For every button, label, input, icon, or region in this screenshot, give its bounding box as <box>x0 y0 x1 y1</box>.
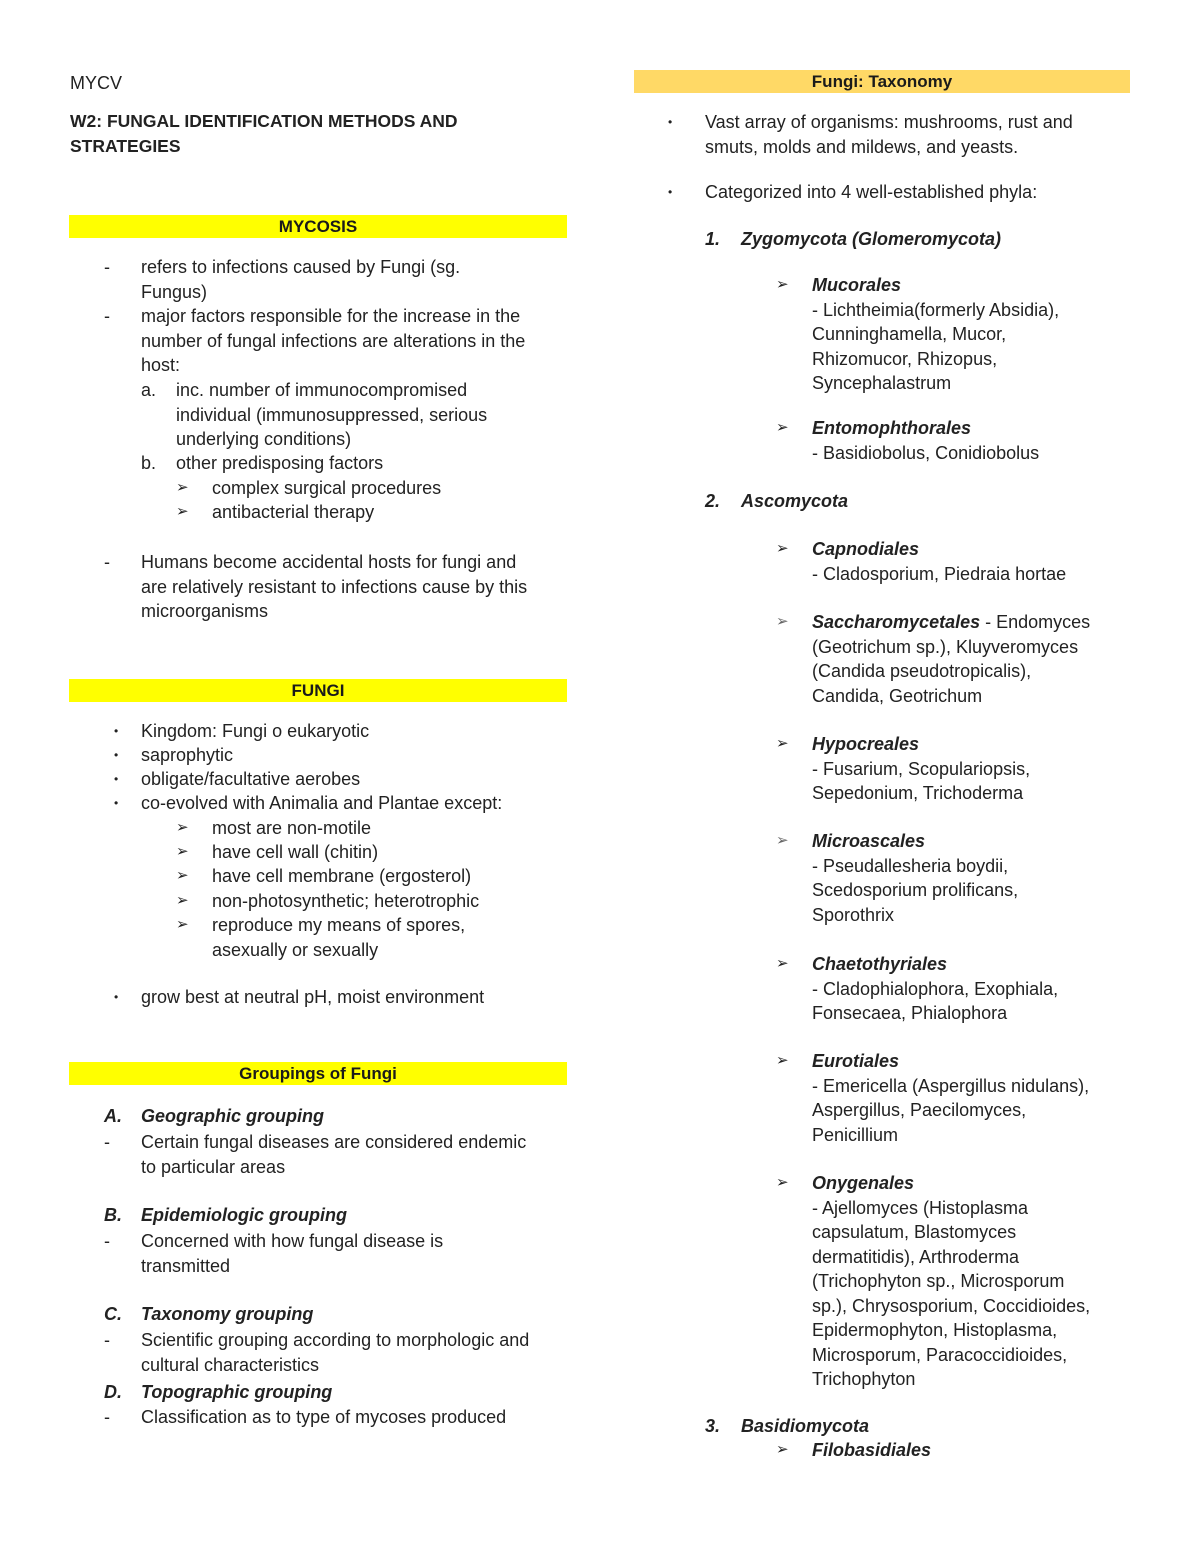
text-line: (Trichophyton sp., Microsporum <box>812 1271 1065 1291</box>
item-text: have cell wall (chitin) <box>212 842 379 862</box>
arrow-bullet-icon: ➢ <box>176 503 189 520</box>
text-line: host: <box>141 355 181 375</box>
item-text: Epidemiologic grouping <box>141 1205 347 1225</box>
list-item <box>114 791 564 816</box>
item-text <box>212 913 566 962</box>
list-item <box>176 913 566 962</box>
item-text: saprophytic <box>141 745 234 765</box>
item-text <box>141 550 564 624</box>
item-text: Topographic grouping <box>141 1382 333 1402</box>
list-item <box>176 816 566 841</box>
text-line: Fungus) <box>141 281 208 302</box>
bullet-icon: • <box>114 724 119 738</box>
list-item <box>104 550 564 624</box>
item-text <box>141 1229 564 1278</box>
list-item <box>114 767 564 792</box>
arrow-bullet-icon: ➢ <box>776 419 789 436</box>
dash-marker: - <box>104 1132 110 1152</box>
item-text <box>812 1171 1126 1392</box>
text-line: individual (immunosuppressed, serious <box>176 404 488 425</box>
arrow-bullet-icon: ➢ <box>176 843 189 860</box>
item-text <box>812 952 1126 1026</box>
letter-marker: a. <box>141 380 157 400</box>
order-item <box>776 1049 1126 1147</box>
bullet-icon: • <box>114 796 119 810</box>
text-line: Epidermophyton, Histoplasma, <box>812 1320 1058 1340</box>
grouping-title <box>104 1203 564 1228</box>
text-line: - Ajellomyces (Histoplasma <box>812 1197 1029 1218</box>
bullet-icon: • <box>114 990 119 1004</box>
dash-marker: - <box>104 257 110 277</box>
item-text <box>141 1328 564 1377</box>
arrow-bullet-icon: ➢ <box>776 1174 789 1191</box>
list-item <box>176 476 566 501</box>
arrow-bullet-icon: ➢ <box>776 540 789 557</box>
text-line: underlying conditions) <box>176 429 352 449</box>
item-text <box>812 273 1126 396</box>
list-item <box>176 889 566 914</box>
grouping-title <box>104 1380 564 1405</box>
item-text <box>812 829 1126 927</box>
text-line: - Emericella (Aspergillus nidulans), <box>812 1075 1090 1096</box>
letter-marker: D. <box>104 1382 122 1402</box>
text-line: asexually or sexually <box>212 939 379 960</box>
order-name: Mucorales <box>812 275 902 295</box>
list-item <box>104 1130 564 1179</box>
item-text: have cell membrane (ergosterol) <box>212 866 472 886</box>
text-line: Vast array of organisms: mushrooms, rust and <box>705 112 1073 132</box>
order-item <box>776 829 1126 927</box>
text-line: Sepedonium, Trichoderma <box>812 783 1024 803</box>
text-line: - Endomyces <box>980 612 1091 632</box>
text-line: microorganisms <box>141 601 269 621</box>
text-line: major factors responsible for the increase in the <box>141 306 521 326</box>
item-text <box>141 304 564 378</box>
item-text: most are non-motile <box>212 818 372 838</box>
text-line: refers to infections caused by Fungi (sg. <box>141 257 461 277</box>
item-text: grow best at neutral pH, moist environment <box>141 987 485 1007</box>
list-item <box>104 1229 564 1278</box>
item-text: Categorized into 4 well-established phyla: <box>705 182 1038 202</box>
text-line: to particular areas <box>141 1156 286 1177</box>
item-text: Classification as to type of mycoses produced <box>141 1407 507 1427</box>
order-item <box>776 732 1126 806</box>
text-line: are relatively resistant to infections cause by this <box>141 576 528 597</box>
list-item <box>104 255 564 304</box>
grouping-title <box>104 1302 564 1327</box>
order-item <box>776 1438 1126 1463</box>
text-line: capsulatum, Blastomyces <box>812 1222 1017 1242</box>
number-marker: 2. <box>705 491 721 511</box>
order-item <box>776 610 1126 708</box>
phylum-title <box>705 489 1125 514</box>
list-item <box>104 1405 564 1430</box>
text-line: - Pseudallesheria boydii, <box>812 855 1009 876</box>
text-line: Trichophyton <box>812 1369 916 1389</box>
arrow-bullet-icon: ➢ <box>776 1052 789 1069</box>
number-marker: 1. <box>705 229 721 249</box>
arrow-outline-icon: ➢ <box>776 613 789 630</box>
item-text: obligate/facultative aerobes <box>141 769 361 789</box>
dash-marker: - <box>104 1330 110 1350</box>
item-text <box>812 416 1126 465</box>
arrow-bullet-icon: ➢ <box>176 916 189 933</box>
mycosis-heading: MYCOSIS <box>69 215 567 238</box>
item-text: Taxonomy grouping <box>141 1304 314 1324</box>
text-line: Rhizomucor, Rhizopus, <box>812 348 998 369</box>
item-text: other predisposing factors <box>176 453 384 473</box>
text-line: Certain fungal diseases are considered endemic <box>141 1132 527 1152</box>
item-text <box>812 732 1126 806</box>
item-text <box>812 610 1126 708</box>
dash-marker: - <box>104 1407 110 1427</box>
page-title-line: W2: FUNGAL IDENTIFICATION METHODS AND <box>70 111 458 131</box>
text-line: - Cladosporium, Piedraia hortae <box>812 563 1067 584</box>
text-line: cultural characteristics <box>141 1354 320 1375</box>
bullet-icon: • <box>668 115 673 129</box>
bullet-icon: • <box>114 748 119 762</box>
dash-marker: - <box>104 552 110 572</box>
page-title-line: STRATEGIES <box>70 136 181 156</box>
item-text: complex surgical procedures <box>212 478 442 498</box>
phylum-title <box>705 1414 1125 1439</box>
arrow-bullet-icon: ➢ <box>176 819 189 836</box>
text-line: Cunninghamella, Mucor, <box>812 324 1007 344</box>
text-line: smuts, molds and mildews, and yeasts. <box>705 136 1019 157</box>
order-name: Chaetothyriales <box>812 954 948 974</box>
order-item <box>776 952 1126 1026</box>
fungi-heading: FUNGI <box>69 679 567 702</box>
list-item <box>668 180 1128 205</box>
list-item <box>176 864 566 889</box>
bullet-icon: • <box>114 772 119 786</box>
taxonomy-heading: Fungi: Taxonomy <box>634 70 1130 93</box>
item-text <box>812 1049 1126 1147</box>
order-name: Entomophthorales <box>812 418 972 438</box>
text-line: reproduce my means of spores, <box>212 915 466 935</box>
arrow-outline-icon: ➢ <box>776 832 789 849</box>
text-line: Humans become accidental hosts for fungi and <box>141 552 517 572</box>
text-line: transmitted <box>141 1255 231 1276</box>
text-line: (Candida pseudotropicalis), <box>812 661 1032 681</box>
list-item <box>114 743 564 768</box>
page-title <box>70 109 458 159</box>
order-name: Filobasidiales <box>812 1440 932 1460</box>
text-line: number of fungal infections are alterations in the <box>141 330 526 351</box>
letter-marker: B. <box>104 1205 122 1225</box>
item-text: Basidiomycota <box>741 1416 870 1436</box>
order-name: Onygenales <box>812 1173 915 1193</box>
item-text: Ascomycota <box>741 491 849 511</box>
text-line: dermatitidis), Arthroderma <box>812 1246 1020 1267</box>
number-marker: 3. <box>705 1416 721 1436</box>
text-line: - Lichtheimia(formerly Absidia), <box>812 299 1060 320</box>
arrow-bullet-icon: ➢ <box>776 276 789 293</box>
dash-marker: - <box>104 306 110 326</box>
text-line: Scedosporium prolificans, <box>812 880 1019 900</box>
order-name: Microascales <box>812 831 926 851</box>
letter-marker: C. <box>104 1304 122 1324</box>
course-code: MYCV <box>70 73 123 93</box>
order-name: Capnodiales <box>812 539 920 559</box>
item-text <box>141 1130 564 1179</box>
text-line: Microsporum, Paracoccidioides, <box>812 1344 1068 1365</box>
text-line: inc. number of immunocompromised <box>176 380 468 400</box>
list-item <box>114 719 564 744</box>
item-text: Geographic grouping <box>141 1106 324 1126</box>
letter-marker: A. <box>104 1106 122 1126</box>
arrow-bullet-icon: ➢ <box>176 479 189 496</box>
groupings-heading: Groupings of Fungi <box>69 1062 567 1085</box>
list-item <box>176 500 566 525</box>
item-text: non-photosynthetic; heterotrophic <box>212 891 480 911</box>
list-item <box>104 304 564 378</box>
item-text <box>176 378 561 452</box>
arrow-bullet-icon: ➢ <box>176 892 189 909</box>
text-line: Penicillium <box>812 1124 899 1145</box>
phylum-title <box>705 227 1125 252</box>
text-line: Fonsecaea, Phialophora <box>812 1003 1008 1023</box>
dash-marker: - <box>104 1231 110 1251</box>
item-text: antibacterial therapy <box>212 502 375 522</box>
list-item <box>141 378 561 452</box>
text-line: (Geotrichum sp.), Kluyveromyces <box>812 636 1079 657</box>
arrow-bullet-icon: ➢ <box>776 955 789 972</box>
order-item <box>776 416 1126 465</box>
order-name: Hypocreales <box>812 734 920 754</box>
text-line: Aspergillus, Paecilomyces, <box>812 1100 1027 1120</box>
list-item <box>104 1328 564 1377</box>
item-text: co-evolved with Animalia and Plantae except: <box>141 793 503 813</box>
order-name: Saccharomycetales <box>812 612 981 632</box>
text-line: Concerned with how fungal disease is <box>141 1231 444 1251</box>
item-text <box>812 537 1126 586</box>
arrow-bullet-icon: ➢ <box>776 1441 789 1458</box>
bullet-icon: • <box>668 185 673 199</box>
order-item <box>776 537 1126 586</box>
item-text: Kingdom: Fungi o eukaryotic <box>141 721 370 741</box>
order-item <box>776 273 1126 396</box>
order-name: Eurotiales <box>812 1051 900 1071</box>
list-item <box>668 110 1128 159</box>
grouping-title <box>104 1104 564 1129</box>
arrow-bullet-icon: ➢ <box>176 867 189 884</box>
text-line: - Basidiobolus, Conidiobolus <box>812 442 1040 463</box>
text-line: Syncephalastrum <box>812 373 952 393</box>
text-line: - Cladophialophora, Exophiala, <box>812 978 1059 999</box>
list-item <box>176 840 566 865</box>
item-text: Zygomycota (Glomeromycota) <box>741 229 1002 249</box>
arrow-bullet-icon: ➢ <box>776 735 789 752</box>
letter-marker: b. <box>141 453 157 473</box>
text-line: Candida, Geotrichum <box>812 685 983 706</box>
text-line: Sporothrix <box>812 904 895 925</box>
text-line: - Fusarium, Scopulariopsis, <box>812 758 1031 779</box>
text-line: sp.), Chrysosporium, Coccidioides, <box>812 1295 1091 1316</box>
list-item <box>114 985 564 1010</box>
item-text <box>141 255 564 304</box>
order-item <box>776 1171 1126 1392</box>
item-text <box>705 110 1128 159</box>
text-line: Scientific grouping according to morphologic and <box>141 1330 530 1350</box>
list-item <box>141 451 561 476</box>
